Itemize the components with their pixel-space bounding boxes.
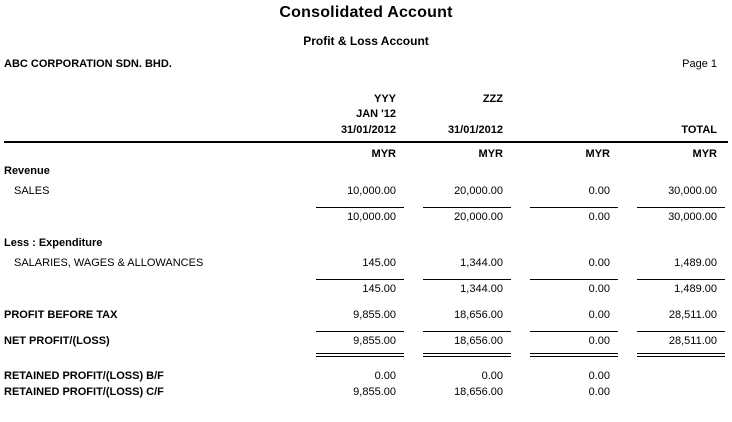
total-row <box>4 370 728 383</box>
amount-cell: 30,000.00 <box>668 211 717 223</box>
amount-cell: 0.00 <box>588 370 610 382</box>
line-item-row <box>4 185 728 198</box>
column-total-label: TOTAL <box>681 124 717 136</box>
column-names-row <box>4 93 728 106</box>
section-row <box>4 237 728 250</box>
rule-segment <box>316 207 404 208</box>
total-row <box>4 386 728 399</box>
total-row <box>4 335 728 348</box>
currency-label: MYR <box>585 148 610 160</box>
amount-cell: 0.00 <box>481 370 503 382</box>
total-row <box>4 309 728 322</box>
header-divider-rule <box>4 141 728 143</box>
double-rule-segment <box>637 353 725 357</box>
rule-cell <box>293 331 400 332</box>
column-date: 31/01/2012 <box>447 124 503 136</box>
amount-cell: 0.00 <box>588 309 610 321</box>
amount-cell: 20,000.00 <box>454 185 503 197</box>
rule-cell <box>614 207 721 208</box>
row-label: SALES <box>14 185 50 197</box>
amount-cell: 28,511.00 <box>668 335 717 347</box>
column-rule-row <box>4 207 728 208</box>
amount-cell: 10,000.00 <box>347 211 396 223</box>
page-number: Page 1 <box>682 58 717 70</box>
row-label: SALARIES, WAGES & ALLOWANCES <box>14 257 204 269</box>
amount-cell: 30,000.00 <box>668 185 717 197</box>
amount-cell: 145.00 <box>362 257 396 269</box>
column-dates-row <box>4 124 728 137</box>
currency-row <box>4 148 728 161</box>
row-label: RETAINED PROFIT/(LOSS) B/F <box>4 370 164 382</box>
line-item-row <box>4 257 728 270</box>
amount-cell: 1,489.00 <box>674 257 717 269</box>
rule-segment <box>423 207 511 208</box>
amount-cell: 0.00 <box>588 211 610 223</box>
amount-cell: 1,344.00 <box>460 257 503 269</box>
rule-cell <box>400 279 507 280</box>
rule-segment <box>316 331 404 332</box>
rule-segment <box>637 331 725 332</box>
rule-segment <box>530 279 618 280</box>
row-label: Revenue <box>4 165 50 177</box>
row-label: RETAINED PROFIT/(LOSS) C/F <box>4 386 164 398</box>
report-subtitle: Profit & Loss Account <box>303 34 429 48</box>
column-rule-row <box>4 331 728 332</box>
subtotal-row <box>4 211 728 224</box>
row-label: NET PROFIT/(LOSS) <box>4 335 110 347</box>
amount-cell: 0.00 <box>588 335 610 347</box>
subtotal-row <box>4 283 728 296</box>
amount-cell: 28,511.00 <box>668 309 717 321</box>
column-name: YYY <box>373 93 396 105</box>
currency-label: MYR <box>478 148 503 160</box>
currency-label: MYR <box>371 148 396 160</box>
amount-cell: 10,000.00 <box>347 185 396 197</box>
amount-cell: 0.00 <box>588 386 610 398</box>
column-date: 31/01/2012 <box>340 124 396 136</box>
rule-cell <box>507 353 614 357</box>
section-row <box>4 165 728 178</box>
report-body <box>4 165 728 399</box>
rule-cell <box>507 207 614 208</box>
blank-row <box>4 296 728 309</box>
rule-segment <box>423 279 511 280</box>
amount-cell: 20,000.00 <box>454 211 503 223</box>
column-rule-row <box>4 279 728 280</box>
rule-cell <box>507 331 614 332</box>
rule-segment <box>530 207 618 208</box>
column-periods-row <box>4 108 728 121</box>
rule-cell <box>293 353 400 357</box>
amount-cell: 0.00 <box>588 185 610 197</box>
row-label: PROFIT BEFORE TAX <box>4 309 118 321</box>
amount-cell: 9,855.00 <box>353 335 396 347</box>
amount-cell: 0.00 <box>374 370 396 382</box>
rule-segment <box>423 331 511 332</box>
rule-cell <box>400 353 507 357</box>
amount-cell: 0.00 <box>588 283 610 295</box>
rule-cell <box>507 279 614 280</box>
amount-cell: 0.00 <box>588 257 610 269</box>
amount-cell: 1,344.00 <box>460 283 503 295</box>
amount-cell: 18,656.00 <box>454 335 503 347</box>
rule-cell <box>614 353 721 357</box>
column-name: ZZZ <box>482 93 503 105</box>
rule-cell <box>400 207 507 208</box>
amount-cell: 1,489.00 <box>674 283 717 295</box>
rule-segment <box>637 279 725 280</box>
rule-cell <box>293 207 400 208</box>
rule-cell <box>614 279 721 280</box>
rule-segment <box>316 279 404 280</box>
amount-cell: 18,656.00 <box>454 386 503 398</box>
currency-label: MYR <box>692 148 717 160</box>
rule-cell <box>614 331 721 332</box>
double-rule-segment <box>316 353 404 357</box>
blank-row <box>4 357 728 370</box>
column-period: JAN '12 <box>356 108 396 120</box>
rule-segment <box>530 331 618 332</box>
report-title: Consolidated Account <box>279 4 453 21</box>
amount-cell: 18,656.00 <box>454 309 503 321</box>
double-rule-segment <box>530 353 618 357</box>
rule-segment <box>637 207 725 208</box>
company-name: ABC CORPORATION SDN. BHD. <box>4 58 172 70</box>
blank-row <box>4 224 728 237</box>
amount-cell: 9,855.00 <box>353 386 396 398</box>
amount-cell: 145.00 <box>362 283 396 295</box>
rule-cell <box>400 331 507 332</box>
double-rule-segment <box>423 353 511 357</box>
row-label: Less : Expenditure <box>4 237 103 249</box>
report-info-row <box>4 58 728 71</box>
rule-cell <box>293 279 400 280</box>
amount-cell: 9,855.00 <box>353 309 396 321</box>
